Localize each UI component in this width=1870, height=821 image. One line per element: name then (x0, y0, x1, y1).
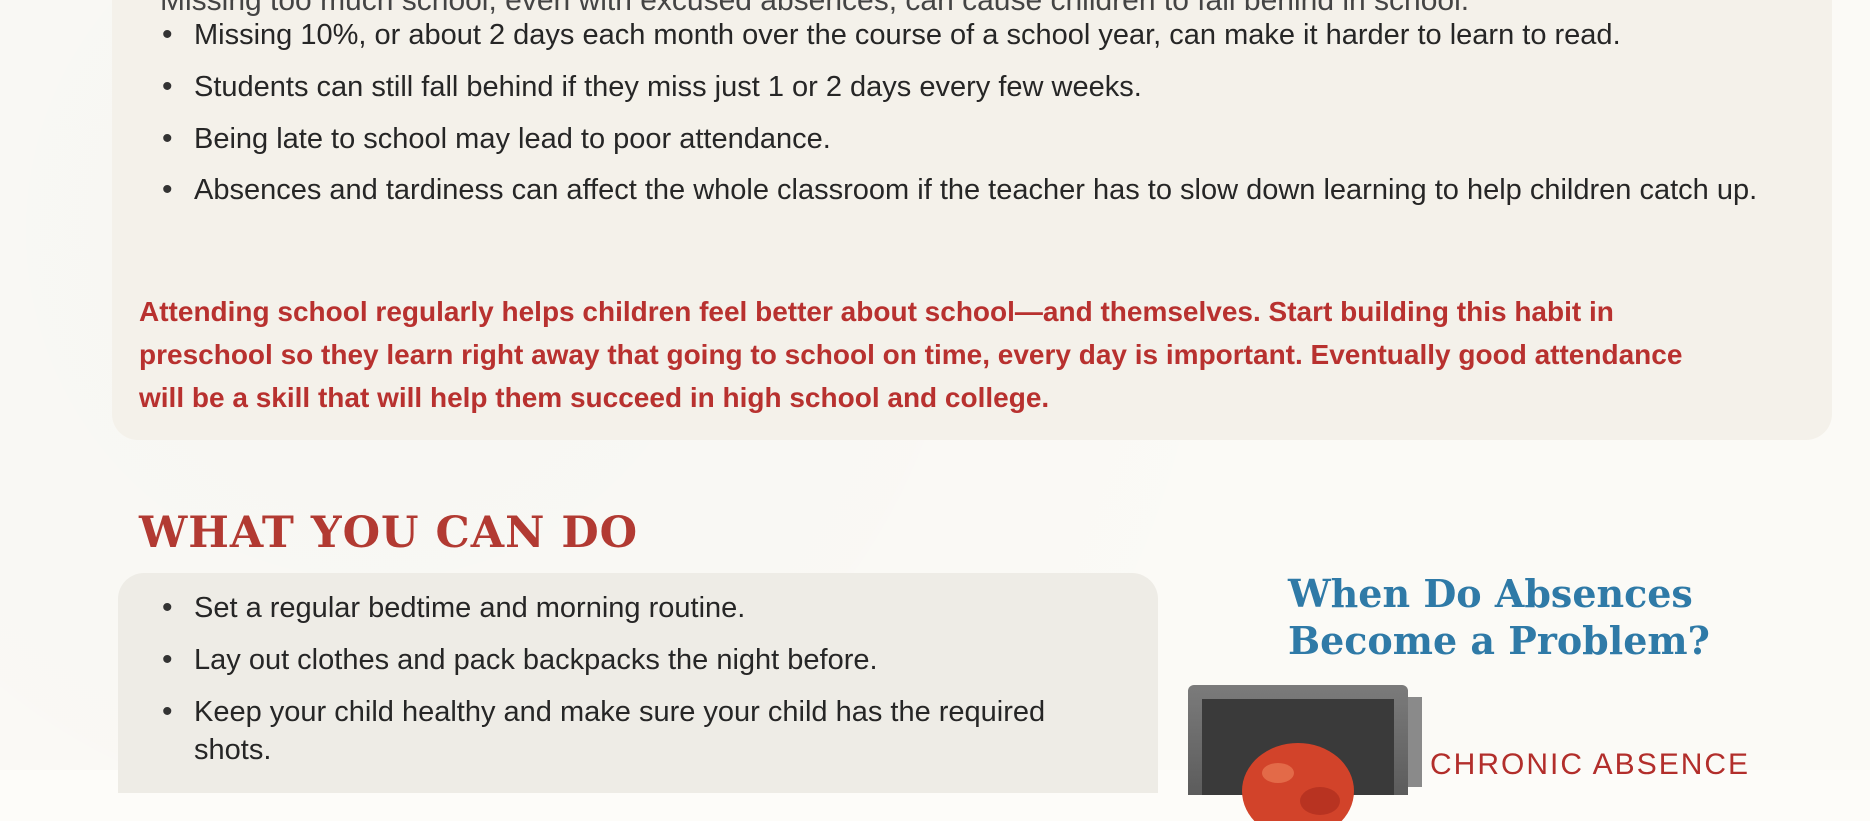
list-item-text: Keep your child healthy and make sure your child has the required shots. (194, 696, 1046, 766)
list-item-text: Students can still fall behind if they miss just 1 or 2 days every few weeks. (194, 71, 1142, 103)
list-item-text: Set a regular bedtime and morning routine. (194, 592, 746, 624)
list-item-text: Absences and tardiness can affect the whole classroom if the teacher has to slow down learning to help children catch up. (194, 174, 1758, 206)
bullet-icon: • (162, 122, 173, 155)
bullet-icon: • (162, 70, 173, 103)
bullet-icon: • (162, 18, 173, 51)
list-item (162, 589, 1122, 627)
list-item (162, 120, 1782, 158)
bullet-icon: • (162, 591, 173, 624)
list-item-text: Missing 10%, or about 2 days each month over the course of a school year, can make it harder to learn to read. (194, 19, 1621, 51)
list-item (162, 68, 1782, 106)
bullet-icon: • (162, 643, 173, 676)
cut-off-text-line (160, 0, 1620, 2)
list-item (162, 172, 1782, 208)
sidebar-title-line: When Do Absences (1288, 571, 1693, 616)
what-you-can-do-list (162, 589, 1122, 783)
chalkboard-surface (1202, 699, 1394, 795)
bullet-icon: • (162, 173, 173, 206)
bullet-icon: • (162, 695, 173, 728)
list-item (162, 16, 1782, 54)
list-item (162, 641, 1122, 679)
chalkboard-photo (1188, 685, 1408, 795)
chronic-absence-label: CHRONIC ABSENCE (1430, 748, 1751, 781)
list-item-text: Being late to school may lead to poor attendance. (194, 123, 831, 155)
list-item-text: Lay out clothes and pack backpacks the night before. (194, 644, 878, 676)
attendance-facts-list (162, 16, 1782, 222)
section-heading-what-you-can-do: WHAT YOU CAN DO (139, 508, 639, 558)
list-item (162, 693, 1122, 769)
apple-icon (1238, 731, 1358, 821)
highlight-paragraph: Attending school regularly helps children feel better about school—and themselves. Start building this habit in preschool so they learn right away that going to school on time, every day is important. Eventually good attendance will be a skill that will help them succeed in high school and college. (139, 296, 1683, 413)
sidebar-title (1288, 570, 1758, 664)
sidebar-title-line: Become a Problem? (1288, 618, 1710, 663)
